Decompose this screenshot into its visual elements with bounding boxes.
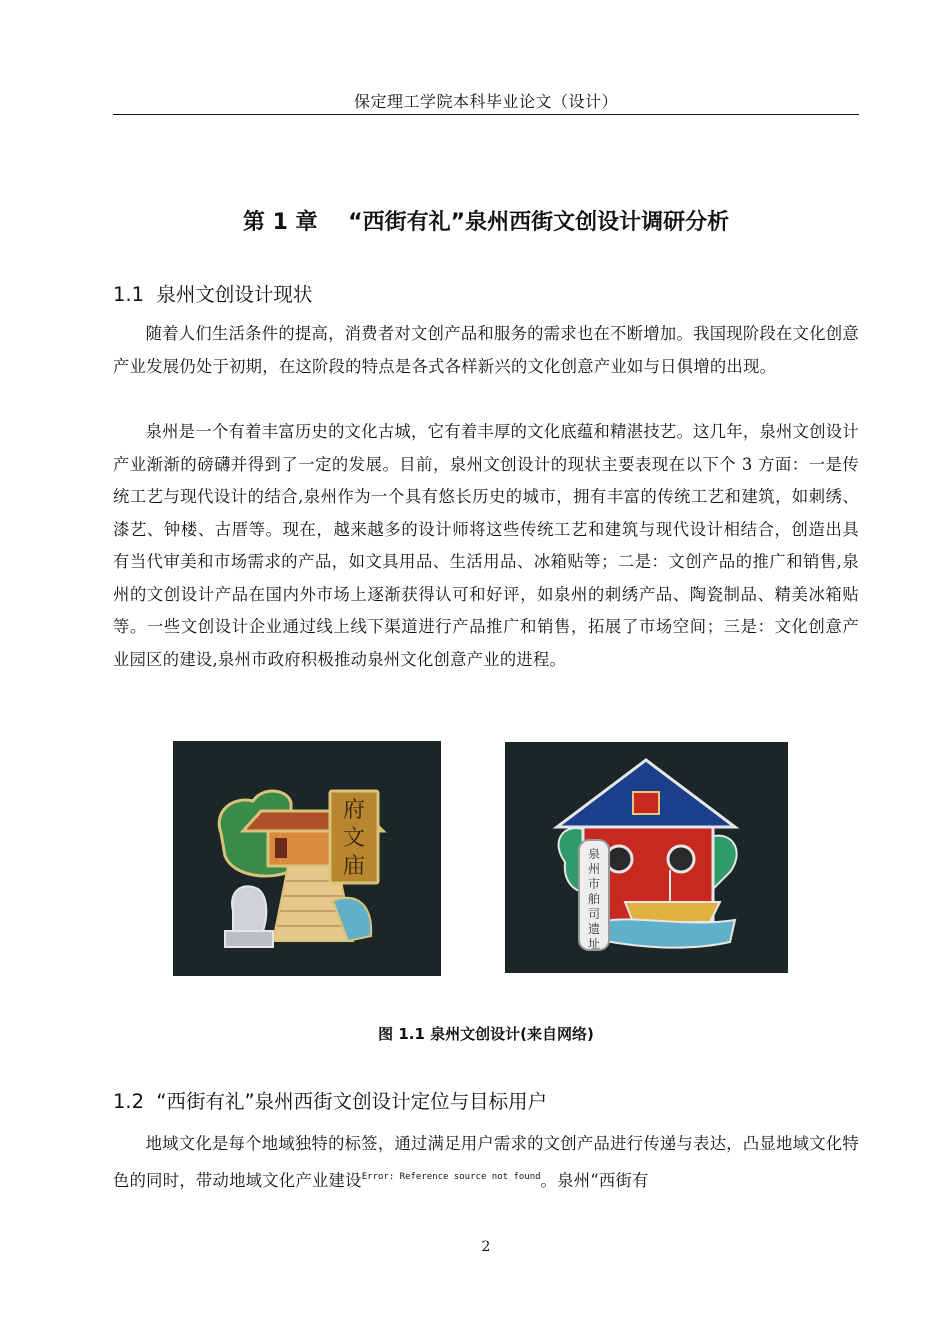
section-1-1-paragraph-1: 随着人们生活条件的提高，消费者对文创产品和服务的需求也在不断增加。我国现阶段在文化创意产业发展仍处于初期，在这阶段的特点是各式各样新兴的文化创意产业如与日俱增的出现。 bbox=[113, 324, 859, 376]
pin-plaque-char-5: 司 bbox=[587, 907, 601, 921]
pin-water bbox=[600, 919, 735, 947]
pin-plaque-char-1: 泉 bbox=[587, 847, 601, 861]
page-header: 保定理工学院本科毕业论文（设计） bbox=[353, 92, 618, 111]
figure-caption: 图 1.1 泉州文创设计(来自网络) bbox=[378, 1025, 594, 1043]
pin-plaque-char-2: 文 bbox=[342, 826, 366, 851]
section-title-1-1: 1.1 泉州文创设计现状 bbox=[113, 283, 313, 306]
pin-plaque-text bbox=[588, 847, 600, 951]
pin-plaque-char-3: 庙 bbox=[342, 854, 366, 879]
shibosi-pin-illustration bbox=[505, 742, 788, 973]
pin-window-right bbox=[668, 846, 694, 872]
reference-error: Error: Reference source not found bbox=[361, 1171, 541, 1182]
pin-stone-lion bbox=[232, 886, 266, 936]
pin-plaque-char-7: 址 bbox=[587, 937, 601, 951]
pin-plaque-char-4: 舶 bbox=[587, 892, 601, 906]
figure-fuwenmiao-pin bbox=[173, 741, 441, 976]
fuwenmiao-pin-illustration bbox=[173, 741, 441, 976]
section-title-1-2: 1.2 “西街有礼”泉州西街文创设计定位与目标用户 bbox=[113, 1090, 548, 1113]
figure-shibosi-pin bbox=[505, 742, 788, 973]
chapter-title: 第 1 章 “西街有礼”泉州西街文创设计调研分析 bbox=[242, 210, 730, 235]
page-number: 2 bbox=[481, 1239, 491, 1255]
pin-lion-base bbox=[225, 931, 273, 947]
pin-plaque-char-1: 府 bbox=[342, 798, 366, 823]
header-rule bbox=[113, 114, 859, 115]
pin-plaque-char-6: 遗 bbox=[587, 922, 601, 936]
pin-roof-plaque bbox=[633, 792, 659, 814]
pin-temple-door-left bbox=[275, 838, 287, 858]
pin-plaque-char-2: 州 bbox=[587, 862, 601, 876]
pin-plaque-char-3: 市 bbox=[587, 877, 601, 891]
section-1-2-paragraph-1 bbox=[113, 1128, 859, 1197]
section-1-1-paragraph-2: 泉州是一个有着丰富历史的文化古城，它有着丰厚的文化底蕴和精湛技艺。这几年，泉州文创设计产业渐渐的磅礴并得到了一定的发展。目前，泉州文创设计的现状主要表现在以下个 3 方面：一是传统工艺与现代设计的结合,泉州作为一个具有悠长历史的城市，拥有丰富的传统工艺和建筑，如刺绣、漆艺、钟楼、古厝等。现在，越来越多的设计师将这些传统工艺和建筑与现代设计相结合，创造出具有当代审美和市场需求的产品，如文具用品、生活用品、冰箱贴等；二是：文创产品的推广和销售,泉州的文创设计产品在国内外市场上逐渐获得认可和好评，如泉州的刺绣产品、陶瓷制品、精美冰箱贴等。一些文创设计企业通过线上线下渠道进行产品推广和销售，拓展了市场空间；三是：文化创意产业园区的建设,泉州市政府积极推动泉州文化创意产业的进程。 bbox=[113, 422, 859, 669]
paragraph-text-continued: 。泉州“西街有 bbox=[540, 1170, 649, 1190]
paragraph-text: 地域文化是每个地域独特的标签，通过满足用户需求的文创产品进行传递与表达，凸显地域文化特色的同时，带动地域文化产业建设 bbox=[113, 1134, 859, 1190]
